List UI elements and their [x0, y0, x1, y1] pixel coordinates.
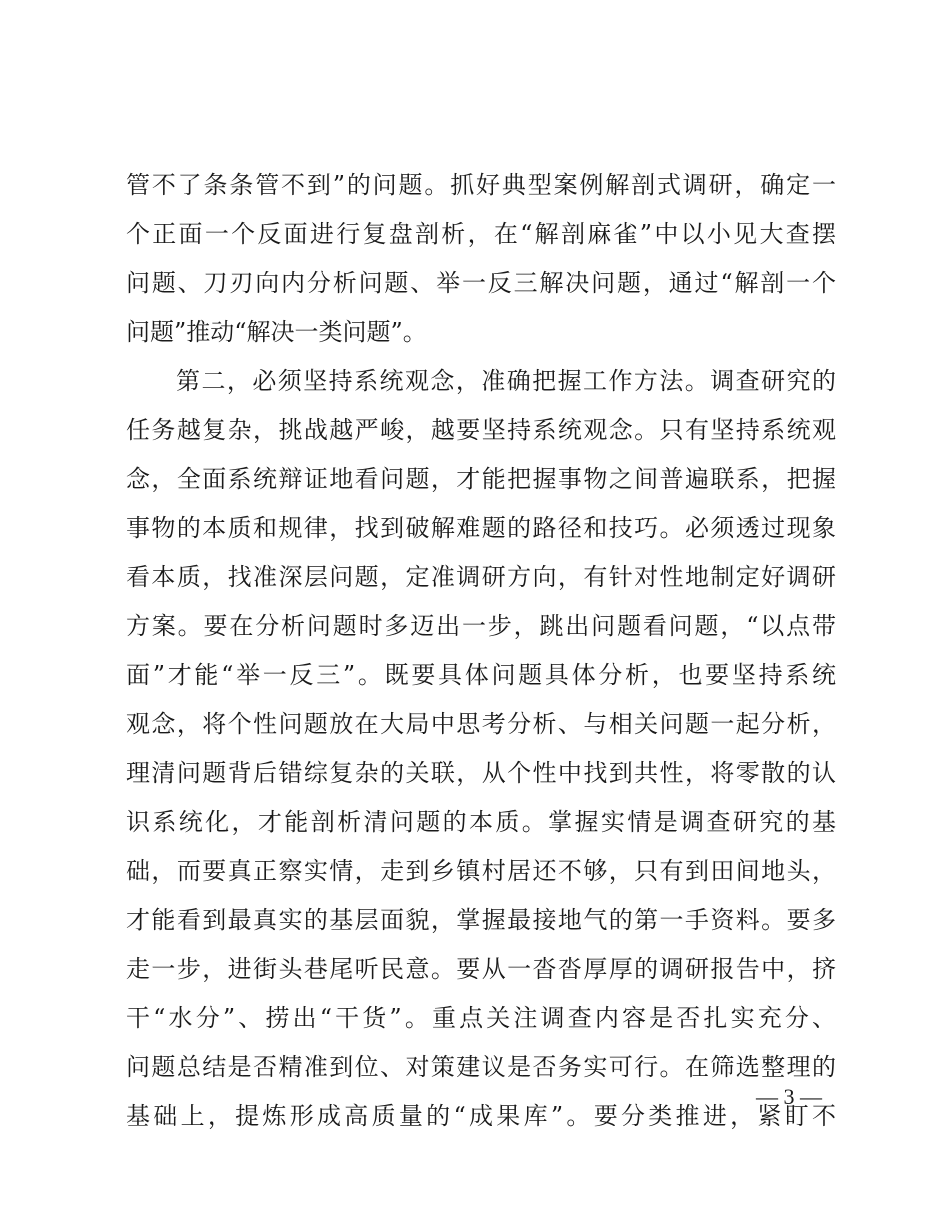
body-line: 面”才能“举一反三”。既要具体问题具体分析，也要坚持系统 [126, 661, 836, 689]
body-line: 才能看到最真实的基层面貌，掌握最接地气的第一手资料。要多 [126, 906, 836, 934]
body-line: 走一步，进街头巷尾听民意。要从一沓沓厚厚的调研报告中，挤 [126, 955, 836, 983]
body-line: 事物的本质和规律，找到破解难题的路径和技巧。必须透过现象 [126, 514, 836, 542]
body-line: 个正面一个反面进行复盘剖析，在“解剖麻雀”中以小见大查摆 [126, 220, 836, 248]
body-line: 干“水分”、捞出“干货”。重点关注调查内容是否扎实充分、 [126, 1004, 836, 1032]
body-line: 念，全面系统辩证地看问题，才能把握事物之间普遍联系，把握 [126, 465, 836, 493]
body-line: 识系统化，才能剖析清问题的本质。掌握实情是调查研究的基 [126, 808, 836, 836]
page-number: — 3 — [756, 1084, 822, 1109]
body-line: 方案。要在分析问题时多迈出一步，跳出问题看问题，“以点带 [126, 612, 836, 640]
body-line: 基础上，提炼形成高质量的“成果库”。要分类推进，紧盯不 [126, 1102, 836, 1130]
body-line: 观念，将个性问题放在大局中思考分析、与相关问题一起分析， [126, 710, 836, 738]
body-line: 础，而要真正察实情，走到乡镇村居还不够，只有到田间地头， [126, 857, 836, 885]
body-line: 理清问题背后错综复杂的关联，从个性中找到共性，将零散的认 [126, 759, 836, 787]
body-line: 问题”推动“解决一类问题”。 [126, 318, 427, 346]
paragraph-first-line: 第二，必须坚持系统观念，准确把握工作方法。调查研究的 [176, 367, 836, 395]
body-line: 管不了条条管不到”的问题。抓好典型案例解剖式调研，确定一 [126, 171, 836, 199]
body-line: 看本质，找准深层问题，定准调研方向，有针对性地制定好调研 [126, 563, 836, 591]
body-line: 问题总结是否精准到位、对策建议是否务实可行。在筛选整理的 [126, 1053, 836, 1081]
body-line: 问题、刀刃向内分析问题、举一反三解决问题，通过“解剖一个 [126, 269, 836, 297]
body-line: 任务越复杂，挑战越严峻，越要坚持系统观念。只有坚持系统观 [126, 416, 836, 444]
